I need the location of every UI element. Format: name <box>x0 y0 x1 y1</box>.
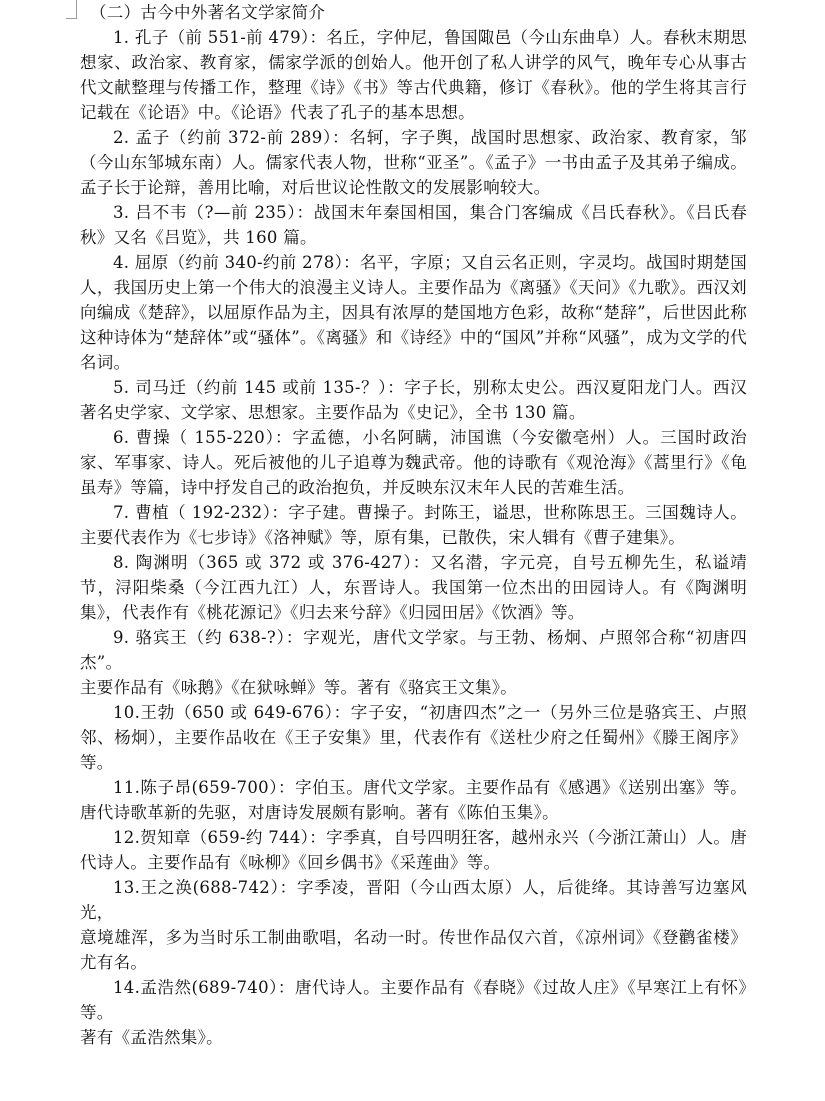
entry-tao-yuanming: 8. 陶渊明（365 或 372 或 376-427）：又名潜，字元亮，自号五柳先生，私谥靖节，浔阳柴桑（今江西九江）人，东晋诗人。我国第一位杰出的田园诗人。有《陶渊明集》，代表作有《桃花源记》《归去来兮辞》《归园田居》《饮酒》等。 <box>80 553 747 622</box>
entry-lv-buwei: 3. 吕不韦（?—前 235）：战国末年秦国相国，集合门客编成《吕氏春秋》。《吕氏春秋》又名《吕览》，共 160 篇。 <box>80 203 747 247</box>
section-heading: （二）古今中外著名文学家简介 <box>90 3 326 22</box>
entry-sima-qian: 5. 司马迁（约前 145 或前 135-？）：字子长，别称太史公。西汉夏阳龙门人。西汉著名史学家、文学家、思想家。主要作品为《史记》，全书 130 篇。 <box>80 378 747 422</box>
entry-chen-ziang: 11.陈子昂(659-700）：字伯玉。唐代文学家。主要作品有《感遇》《送别出塞》等。唐代诗歌革新的先驱，对唐诗发展颇有影响。著有《陈伯玉集》。 <box>80 778 747 822</box>
entry-meng-haoran-continuation: 著有《孟浩然集》。 <box>80 1028 223 1047</box>
entry-mencius: 2. 孟子（约前 372-前 289）：名轲，字子舆，战国时思想家、政治家、教育家，邹（今山东邹城东南）人。儒家代表人物，世称“亚圣”。《孟子》一书由孟子及其弟子编成。孟子长于论辩，善用比喻，对后世议论性散文的发展影响较大。 <box>80 128 747 197</box>
entry-luo-binwang-continuation: 主要作品有《咏鹅》《在狱咏蝉》等。著有《骆宾王文集》。 <box>80 678 518 697</box>
margin-crop-mark <box>66 0 77 19</box>
entry-luo-binwang: 9. 骆宾王（约 638-?）：字观光，唐代文学家。与王勃、杨炯、卢照邻合称“初唐四杰”。 <box>80 628 747 672</box>
entry-qu-yuan: 4. 屈原（约前 340-约前 278）：名平，字原；又自云名正则，字灵均。战国时期楚国人，我国历史上第一个伟大的浪漫主义诗人。主要作品为《离骚》《天问》《九歌》。西汉刘向编成《楚辞》，以屈原作品为主，因具有浓厚的楚国地方色彩，故称“楚辞”，后世因此称这种诗体为“楚辞体”或“骚体”。《离骚》和《诗经》中的“国风”并称“风骚”，成为文学的代名词。 <box>80 253 747 372</box>
entry-confucius: 1. 孔子（前 551-前 479）：名丘，字仲尼，鲁国陬邑（今山东曲阜）人。春秋末期思想家、政治家、教育家，儒家学派的创始人。他开创了私人讲学的风气，晚年专心从事古代文献整理与传播工作，整理《诗》《书》等古代典籍，修订《春秋》。他的学生将其言行记载在《论语》中。《论语》代表了孔子的基本思想。 <box>80 28 747 122</box>
entry-cao-cao: 6. 曹操（ 155-220）：字孟德，小名阿瞒，沛国谯（今安徽亳州）人。三国时政治家、军事家、诗人。死后被他的儿子追尊为魏武帝。他的诗歌有《观沧海》《蒿里行》《龟虽寿》等篇，诗中抒发自己的政治抱负，并反映东汉末年人民的苦难生活。 <box>80 428 747 497</box>
entry-meng-haoran: 14.孟浩然(689-740）：唐代诗人。主要作品有《春晓》《过故人庄》《早寒江上有怀》等。 <box>80 978 747 1022</box>
entry-cao-zhi: 7. 曹植（ 192-232）：字子建。曹操子。封陈王，谥思，世称陈思王。三国魏诗人。主要代表作为《七步诗》《洛神赋》等，原有集，已散佚，宋人辑有《曹子建集》。 <box>80 503 747 547</box>
entry-wang-zhihuan-continuation: 意境雄浑，多为当时乐工制曲歌唱，名动一时。传世作品仅六首，《凉州词》《登鹳雀楼》尤有名。 <box>80 928 747 972</box>
document-body <box>80 0 747 1050</box>
entry-wang-zhihuan: 13.王之涣(688-742）：字季凌，晋阳（今山西太原）人，后徙绛。其诗善写边塞风光， <box>80 878 747 922</box>
entry-wang-bo: 10.王勃（650 或 649-676）：字子安，“初唐四杰”之一（另外三位是骆宾王、卢照邻、杨炯），主要作品收在《王子安集》里，代表作有《送杜少府之任蜀州》《滕王阁序》等。 <box>80 703 747 772</box>
entry-he-zhizhang: 12.贺知章（659-约 744）：字季真，自号四明狂客，越州永兴（今浙江萧山）人。唐代诗人。主要作品有《咏柳》《回乡偶书》《采莲曲》等。 <box>80 828 747 872</box>
